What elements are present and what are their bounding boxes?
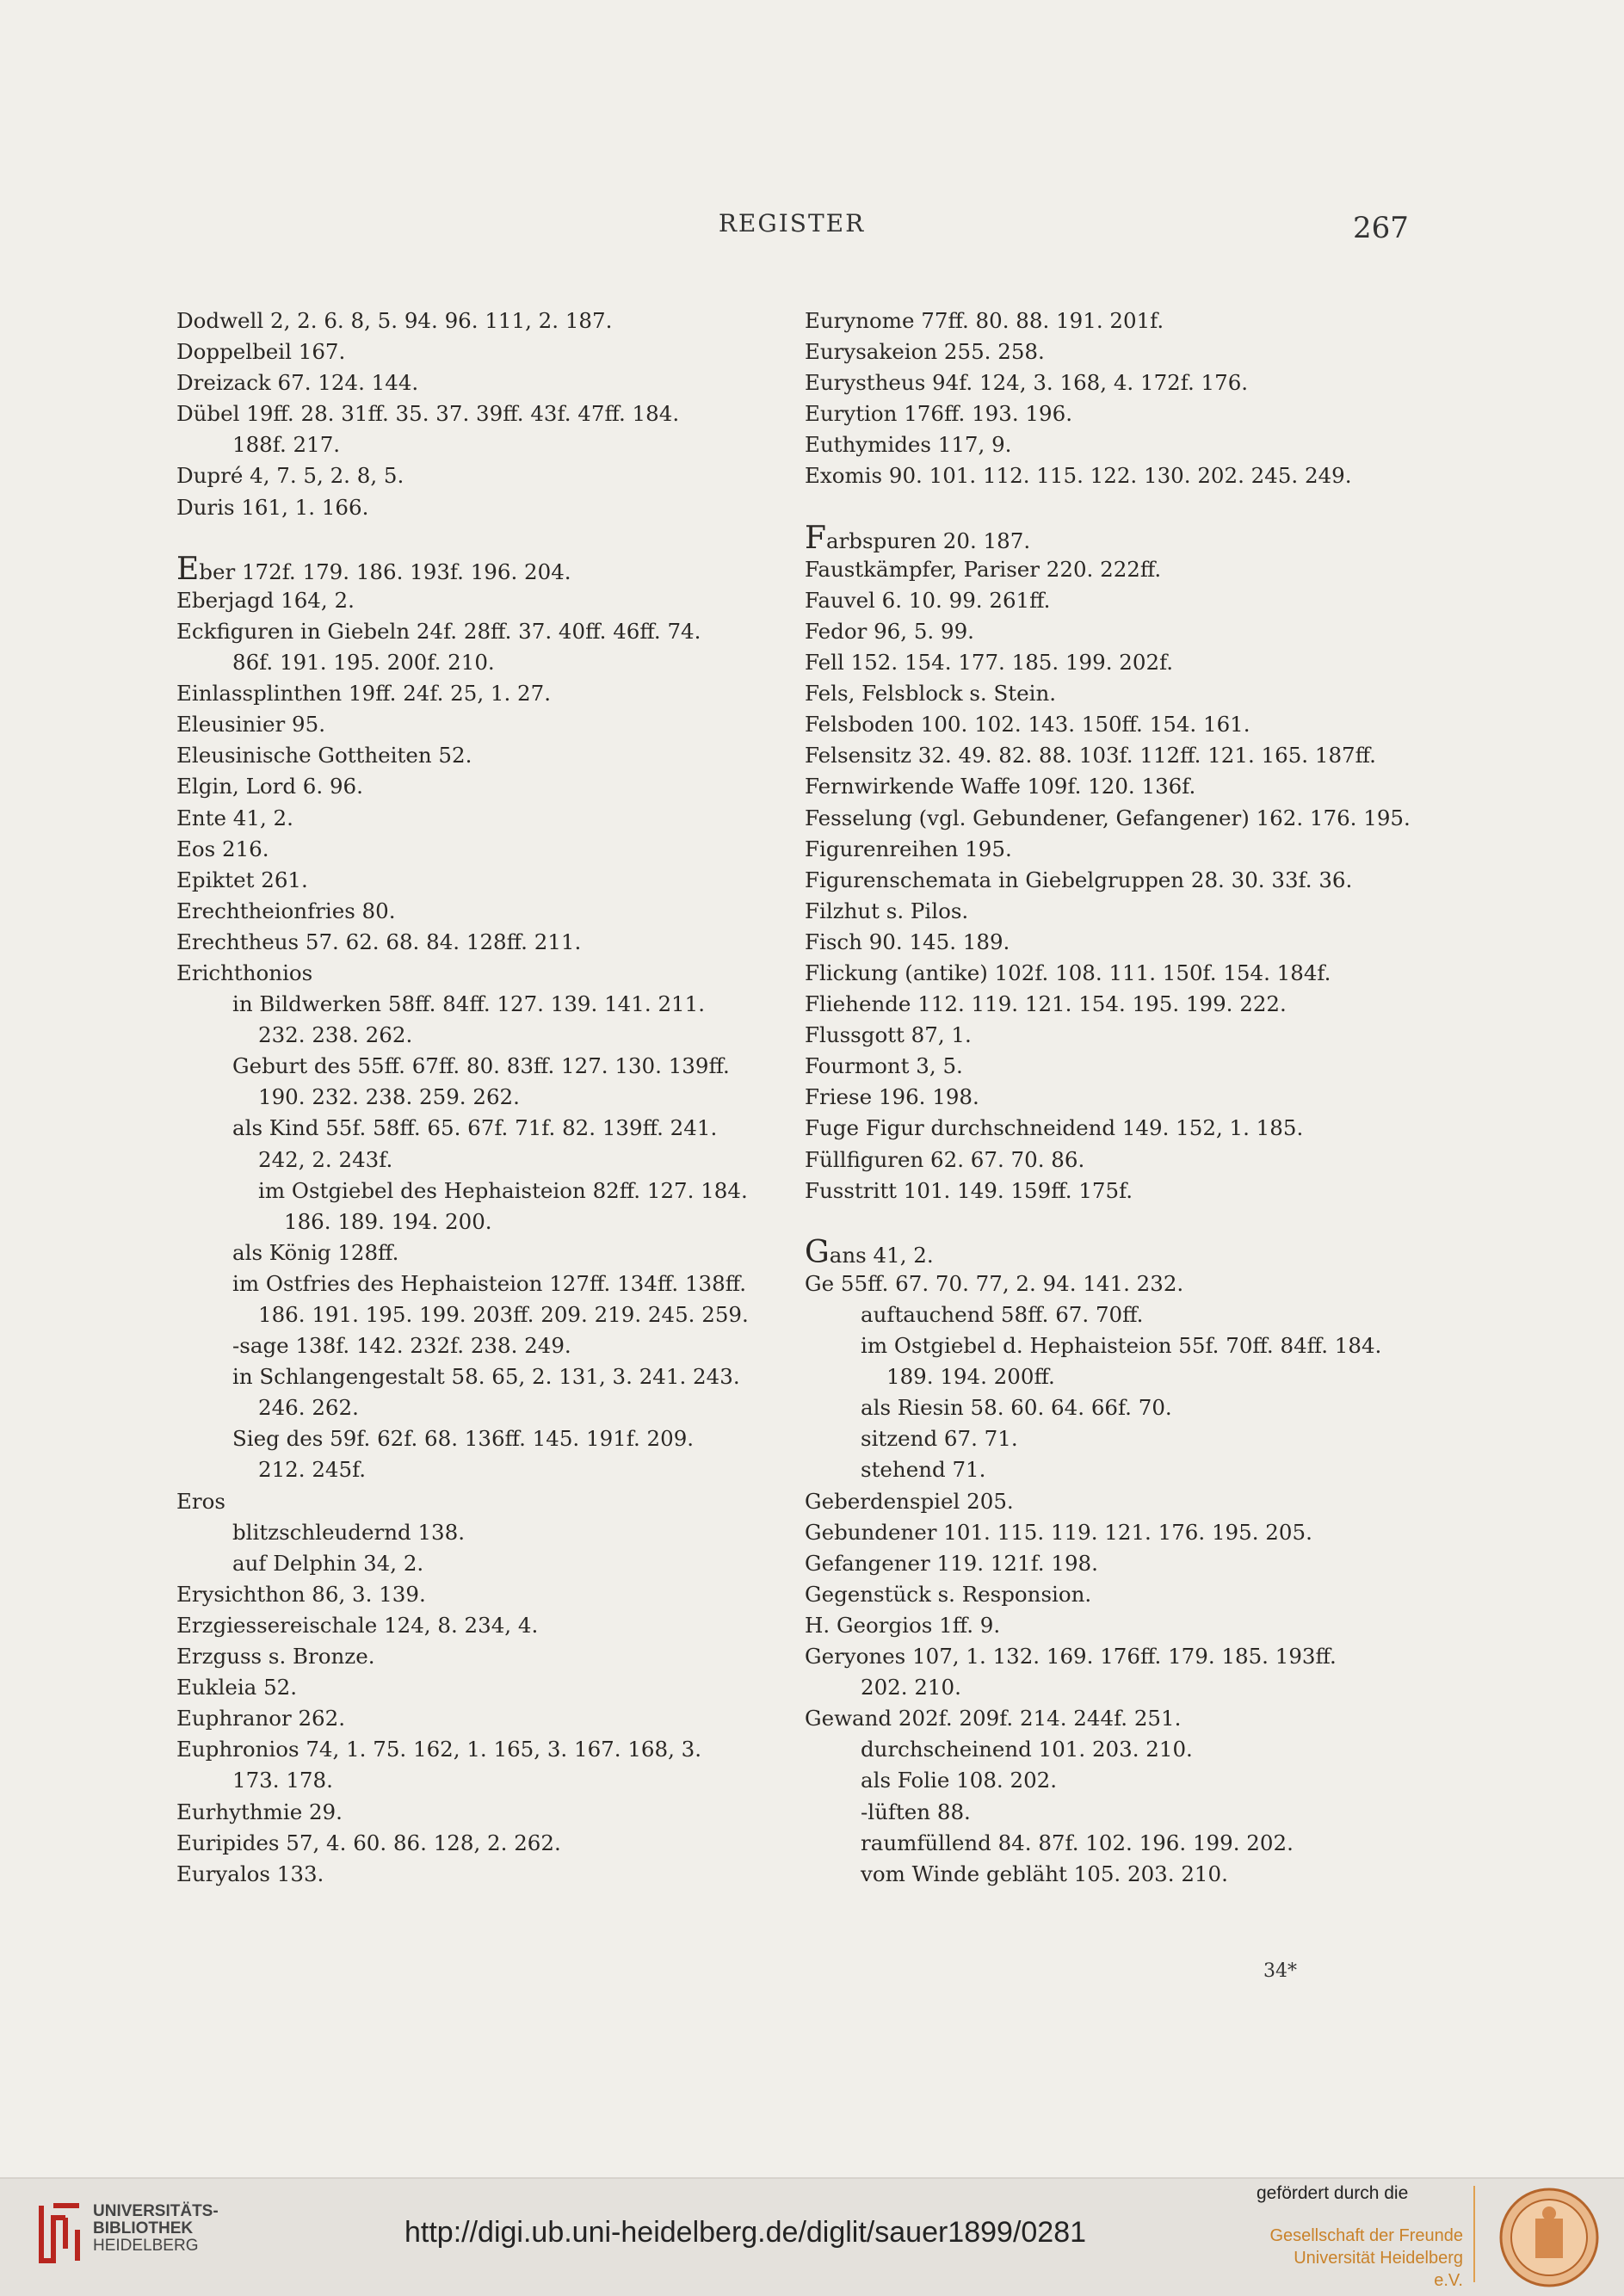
- index-entry: Felsboden 100. 102. 143. 150ff. 154. 161.: [805, 712, 1250, 738]
- sponsor-divider: [1473, 2186, 1475, 2282]
- sponsor-name-line: Universität Heidelberg e.V.: [1294, 2249, 1463, 2290]
- index-subentry: in Schlangengestalt 58. 65, 2. 131, 3. 241. 243.: [232, 1364, 740, 1390]
- index-entry: Eckfiguren in Giebeln 24f. 28ff. 37. 40ff. 46ff. 74.: [176, 618, 701, 644]
- index-subentry: 186. 189. 194. 200.: [284, 1208, 492, 1234]
- index-entry: Eber 172f. 179. 186. 193f. 196. 204.: [176, 551, 571, 587]
- index-entry: Fernwirkende Waffe 109f. 120. 136f.: [805, 774, 1196, 799]
- index-entry: Fedor 96, 5. 99.: [805, 618, 974, 644]
- index-entry: Dübel 19ff. 28. 31ff. 35. 37. 39ff. 43f. 47ff. 184.: [176, 401, 680, 427]
- index-entry: Eberjagd 164, 2.: [176, 587, 355, 613]
- index-entry: Friese 196. 198.: [805, 1084, 979, 1110]
- index-subentry: -lüften 88.: [861, 1799, 971, 1824]
- library-name: [93, 2203, 219, 2255]
- index-entry: Euthymides 117, 9.: [805, 432, 1012, 458]
- index-subentry: sitzend 67. 71.: [861, 1426, 1018, 1452]
- index-entry: Eurystheus 94f. 124, 3. 168, 4. 172f. 176.: [805, 370, 1249, 396]
- index-subentry: 212. 245f.: [258, 1457, 367, 1483]
- index-subentry: Geburt des 55ff. 67ff. 80. 83ff. 127. 130. 139ff.: [232, 1053, 730, 1079]
- index-entry: Flickung (antike) 102f. 108. 111. 150f. 154. 184f.: [805, 960, 1331, 985]
- index-entry: Erechtheus 57. 62. 68. 84. 128ff. 211.: [176, 929, 582, 954]
- index-subentry: durchscheinend 101. 203. 210.: [861, 1737, 1193, 1762]
- index-entry: Eleusinische Gottheiten 52.: [176, 743, 472, 768]
- index-entry: Dreizack 67. 124. 144.: [176, 370, 419, 396]
- index-subentry: stehend 71.: [861, 1457, 986, 1483]
- index-subentry: 242, 2. 243f.: [258, 1146, 393, 1172]
- index-subentry: 190. 232. 238. 259. 262.: [258, 1084, 520, 1110]
- library-name-line: BIBLIOTHEK: [93, 2219, 194, 2237]
- library-name-line: UNIVERSITÄTS-: [93, 2202, 219, 2220]
- running-head: REGISTER: [718, 209, 866, 238]
- index-subentry: in Bildwerken 58ff. 84ff. 127. 139. 141. 211.: [232, 991, 705, 1017]
- section-gap: [176, 523, 783, 554]
- index-entry: Dupré 4, 7. 5, 2. 8, 5.: [176, 463, 404, 489]
- index-subentry: raumfüllend 84. 87f. 102. 196. 199. 202.: [861, 1830, 1294, 1855]
- index-entry: Ge 55ff. 67. 70. 77, 2. 94. 141. 232.: [805, 1270, 1184, 1296]
- library-logo-icon: [34, 2199, 86, 2268]
- index-entry: Eurhythmie 29.: [176, 1799, 343, 1824]
- index-entry: Epiktet 261.: [176, 867, 308, 892]
- index-entry: Farbspuren 20. 187.: [805, 520, 1031, 556]
- index-subentry: 232. 238. 262.: [258, 1022, 413, 1048]
- index-subentry: blitzschleudernd 138.: [232, 1519, 465, 1545]
- index-entry: Doppelbeil 167.: [176, 339, 346, 365]
- index-entry: Fisch 90. 145. 189.: [805, 929, 1010, 954]
- index-entry: Filzhut s. Pilos.: [805, 898, 969, 923]
- index-subentry: 246. 262.: [258, 1395, 359, 1421]
- index-subentry: vom Winde gebläht 105. 203. 210.: [861, 1861, 1228, 1886]
- index-entry: Erichthonios: [176, 960, 313, 985]
- index-subentry: auf Delphin 34, 2.: [232, 1550, 424, 1576]
- index-entry: Duris 161, 1. 166.: [176, 494, 369, 520]
- section-gap: [805, 1207, 1411, 1237]
- index-entry: Eurytion 176ff. 193. 196.: [805, 401, 1072, 427]
- index-entry: Fels, Felsblock s. Stein.: [805, 681, 1057, 707]
- index-entry: Fourmont 3, 5.: [805, 1053, 963, 1079]
- index-entry: Ente 41, 2.: [176, 805, 293, 830]
- index-entry: Erzgiessereischale 124, 8. 234, 4.: [176, 1612, 539, 1638]
- index-entry: Füllfiguren 62. 67. 70. 86.: [805, 1146, 1085, 1172]
- index-subentry: Sieg des 59f. 62f. 68. 136ff. 145. 191f. 209.: [232, 1426, 695, 1452]
- index-entry: H. Georgios 1ff. 9.: [805, 1612, 1001, 1638]
- index-subentry: -sage 138f. 142. 232f. 238. 249.: [232, 1333, 571, 1359]
- index-entry: Eukleia 52.: [176, 1675, 298, 1700]
- index-entry: Eurynome 77ff. 80. 88. 191. 201f.: [805, 308, 1164, 333]
- index-entry: Gewand 202f. 209f. 214. 244f. 251.: [805, 1706, 1182, 1731]
- index-entry: Figurenreihen 195.: [805, 836, 1012, 861]
- index-entry: Euphronios 74, 1. 75. 162, 1. 165, 3. 167. 168, 3.: [176, 1737, 702, 1762]
- library-name-line: HEIDELBERG: [93, 2237, 199, 2255]
- index-entry: Figurenschemata in Giebelgruppen 28. 30. 33f. 36.: [805, 867, 1353, 892]
- index-entry: Dodwell 2, 2. 6. 8, 5. 94. 96. 111, 2. 187.: [176, 308, 613, 333]
- index-entry: Euryalos 133.: [176, 1861, 324, 1886]
- index-subentry: 188f. 217.: [232, 432, 341, 458]
- index-subentry: im Ostgiebel des Hephaisteion 82ff. 127. 184.: [258, 1177, 748, 1203]
- sponsor-label: gefördert durch die: [1257, 2183, 1409, 2203]
- index-entry: Erysichthon 86, 3. 139.: [176, 1581, 426, 1607]
- index-subentry: als Folie 108. 202.: [861, 1768, 1058, 1793]
- index-subentry: 202. 210.: [861, 1675, 961, 1700]
- index-entry: Gans 41, 2.: [805, 1234, 934, 1270]
- signature-mark: 34*: [1263, 1960, 1297, 1982]
- index-entry: Fuge Figur durchschneidend 149. 152, 1. 185.: [805, 1115, 1304, 1141]
- index-subentry: als König 128ff.: [232, 1239, 399, 1265]
- index-entry: Gefangener 119. 121f. 198.: [805, 1550, 1098, 1576]
- index-subentry: im Ostgiebel d. Hephaisteion 55f. 70ff. 84ff. 184.: [861, 1333, 1382, 1359]
- index-entry: Euphranor 262.: [176, 1706, 346, 1731]
- page-number: 267: [1353, 211, 1409, 245]
- index-subentry: 86f. 191. 195. 200f. 210.: [232, 650, 495, 676]
- index-entry: Einlassplinthen 19ff. 24f. 25, 1. 27.: [176, 681, 552, 707]
- index-column-right: [805, 306, 1411, 1890]
- index-subentry: 186. 191. 195. 199. 203ff. 209. 219. 245. 259.: [258, 1302, 749, 1327]
- index-entry: Flussgott 87, 1.: [805, 1022, 972, 1048]
- index-entry: Fusstritt 101. 149. 159ff. 175f.: [805, 1177, 1133, 1203]
- index-subentry: im Ostfries des Hephaisteion 127ff. 134ff. 138ff.: [232, 1270, 747, 1296]
- index-subentry: 173. 178.: [232, 1768, 333, 1793]
- section-gap: [805, 492, 1411, 523]
- index-entry: Exomis 90. 101. 112. 115. 122. 130. 202. 245. 249.: [805, 463, 1352, 489]
- index-entry: Eros: [176, 1488, 225, 1514]
- sponsor-name: [1265, 2225, 1463, 2292]
- permalink-url[interactable]: http://digi.ub.uni-heidelberg.de/diglit/sauer1899/0281: [404, 2216, 1087, 2249]
- index-column-left: [176, 306, 783, 1890]
- index-subentry: als Kind 55f. 58ff. 65. 67f. 71f. 82. 139ff. 241.: [232, 1115, 718, 1141]
- index-subentry: als Riesin 58. 60. 64. 66f. 70.: [861, 1395, 1172, 1421]
- index-entry: Elgin, Lord 6. 96.: [176, 774, 363, 799]
- index-entry: Fauvel 6. 10. 99. 261ff.: [805, 587, 1051, 613]
- index-subentry: 189. 194. 200ff.: [886, 1364, 1055, 1390]
- index-entry: Faustkämpfer, Pariser 220. 222ff.: [805, 556, 1162, 582]
- index-entry: Eleusinier 95.: [176, 712, 325, 738]
- index-entry: Fesselung (vgl. Gebundener, Gefangener) 162. 176. 195.: [805, 805, 1411, 830]
- index-entry: Eos 216.: [176, 836, 269, 861]
- index-entry: Eurysakeion 255. 258.: [805, 339, 1045, 365]
- university-seal-icon: [1497, 2186, 1601, 2289]
- index-entry: Gegenstück s. Responsion.: [805, 1581, 1092, 1607]
- index-entry: Felsensitz 32. 49. 82. 88. 103f. 112ff. 121. 165. 187ff.: [805, 743, 1376, 768]
- index-entry: Geberdenspiel 205.: [805, 1488, 1014, 1514]
- index-entry: Euripides 57, 4. 60. 86. 128, 2. 262.: [176, 1830, 561, 1855]
- index-subentry: auftauchend 58ff. 67. 70ff.: [861, 1302, 1144, 1327]
- index-entry: Gebundener 101. 115. 119. 121. 176. 195. 205.: [805, 1519, 1312, 1545]
- index-entry: Fliehende 112. 119. 121. 154. 195. 199. 222.: [805, 991, 1287, 1017]
- index-entry: Fell 152. 154. 177. 185. 199. 202f.: [805, 650, 1174, 676]
- index-entry: Erechtheionfries 80.: [176, 898, 396, 923]
- index-entry: Erzguss s. Bronze.: [176, 1644, 375, 1670]
- index-entry: Geryones 107, 1. 132. 169. 176ff. 179. 185. 193ff.: [805, 1644, 1337, 1670]
- sponsor-name-line: Gesellschaft der Freunde: [1269, 2226, 1463, 2245]
